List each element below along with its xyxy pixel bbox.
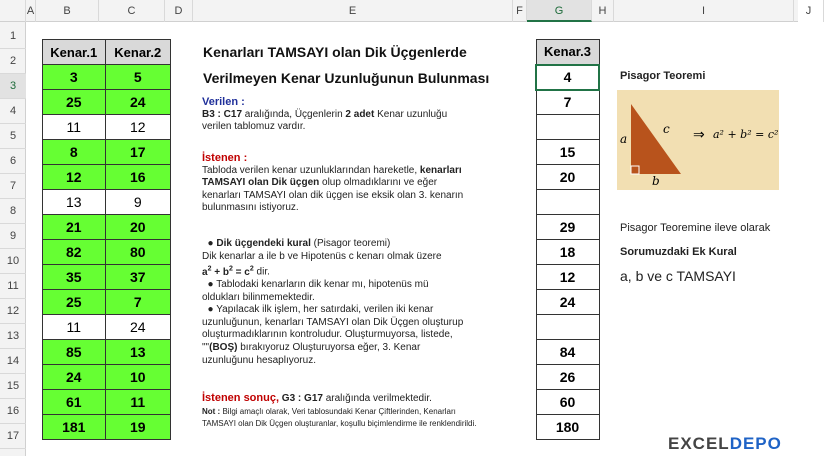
given-label: Verilen : [202,96,245,108]
result-section [202,392,520,430]
table-row [43,215,171,240]
exceldepo-logo [668,434,782,454]
column-header-i[interactable]: I [614,0,794,22]
table-row [43,365,171,390]
row-header-1[interactable]: 1 [0,24,26,49]
header-kenar3[interactable]: Kenar.3 [536,40,599,65]
kenar3-table [535,39,600,440]
row-header-4[interactable]: 4 [0,99,26,124]
kenar2-cell[interactable]: 9 [105,190,170,215]
given-text2: Kenar uzunluğu [374,108,448,120]
kenar3-cell[interactable]: 24 [536,290,599,315]
table-row [43,290,171,315]
kenar1-cell[interactable]: 13 [43,190,106,215]
row-header-13[interactable]: 13 [0,324,26,349]
result-text: aralığında verilmektedir. [322,393,432,404]
kenar3-cell[interactable]: 20 [536,165,599,190]
column-header-f[interactable]: F [513,0,527,22]
table-row [536,190,599,215]
kenar3-cell[interactable]: 84 [536,340,599,365]
wanted-text3: kenarları TAMSAYI olan dik üçgen ise eksik olan 3. kenarın [202,189,464,201]
kenar1-cell[interactable]: 85 [43,340,106,365]
kenar2-cell[interactable]: 5 [105,65,170,90]
kenar1-cell[interactable]: 82 [43,240,106,265]
page-title-line1: Kenarları TAMSAYI olan Dik Üçgenlerde [203,44,467,60]
kenar1-cell[interactable]: 3 [43,65,106,90]
table-row [43,240,171,265]
extra-rule-line3: a, b ve c TAMSAYI [620,268,736,284]
column-header-g[interactable]: G [527,0,592,22]
wanted-text4: bulunmasını istiyoruz. [202,202,299,214]
rule3-rest: bırakıyoruz Oluşturuyorsa eğer, 3. Kenar [237,342,421,354]
kenar1-cell[interactable]: 61 [43,390,106,415]
table-row [536,265,599,290]
formula-a: a [202,266,208,278]
column-header-b[interactable]: B [36,0,99,22]
row-header-bar [0,22,26,456]
note-label: Not : [202,406,221,416]
table-row [43,415,171,440]
column-header-c[interactable]: C [99,0,165,22]
formula-eq: = c [232,266,250,278]
row-header-6[interactable]: 6 [0,149,26,174]
column-header-d[interactable]: D [165,0,193,22]
table-row [43,340,171,365]
wanted-text1: Tabloda verilen kenar uzunluklarından hareketle, [202,164,420,176]
table-row [536,140,599,165]
column-header-h[interactable]: H [592,0,614,22]
table-row [536,315,599,340]
kenar2-cell[interactable]: 19 [105,415,170,440]
rule3-bos: (BOŞ) [209,342,238,354]
kenar2-cell[interactable]: 13 [105,340,170,365]
given-section [202,96,520,134]
kenar1-cell[interactable]: 8 [43,140,106,165]
kenar3-cell[interactable]: 26 [536,365,599,390]
rule1-line: Dik kenarlar a ile b ve Hipotenüs c kenarı olmak üzere [202,250,442,262]
wanted-label: İstenen : [202,152,248,164]
table-row [43,65,171,90]
table-row [536,65,599,90]
kenar1-cell[interactable]: 11 [43,315,106,340]
kenar2-cell[interactable]: 24 [105,90,170,115]
row-header-5[interactable]: 5 [0,124,26,149]
rule3-line1: Yapılacak ilk işlem, her satırdaki, verilen iki kenar [216,304,434,316]
pisagor-diagram [617,90,779,190]
rule3-quotes: "" [202,342,210,354]
kenar3-cell[interactable]: 180 [536,415,599,440]
kenar1-cell[interactable]: 25 [43,290,106,315]
pisagor-formula: a² + b² = c² [713,128,779,141]
given-count: 2 adet [345,108,375,120]
column-header-bar [0,0,812,22]
table-row [43,140,171,165]
kenar1-cell[interactable]: 181 [43,415,106,440]
table-row [536,390,599,415]
given-text1: aralığında, Üçgenlerin [242,108,346,120]
rules-section: ● Dik üçgendeki kural (Pisagor teoremi) Dik kenarlar a ile b ve Hipotenüs c kenarı olmak üzere $a^2 + b^2 = c^2$ dir. ● Tablodaki kenarların dik kenar mı, hipotenüs mü oldukları bilinmemektedir. ● Yapılacak ilk işlem, her satırdaki, verilen iki kenar uzunluğunun, kenarları TAMSAYI olan Dik Üçgen oluşturup oluşturmadıklarının kontroludur. Oluşturmuyorsa, listede, ""(BOŞ) bırakıyoruz Oluşturuyorsa eğer, 3. Kenar uzunluğunu hesaplıyoruz. [202,238,520,367]
header-kenar2[interactable]: Kenar.2 [105,40,170,65]
row-header-3[interactable]: 3 [0,74,26,99]
kenar3-cell[interactable] [536,315,599,340]
formula-sq2: 2 [228,265,233,273]
formula-sq1: 2 [207,265,212,273]
rule-formula [202,263,520,279]
rule3-line5: uzunluğunu hesaplıyoruz. [202,354,316,366]
row-header-15[interactable]: 15 [0,374,26,399]
kenar3-cell[interactable]: 18 [536,240,599,265]
kenar2-cell[interactable]: 37 [105,265,170,290]
arrow-icon: ⇒ [693,126,705,142]
kenar2-cell[interactable]: 7 [105,290,170,315]
row-header-17[interactable]: 17 [0,424,26,449]
logo-part1: EXCEL [668,434,730,453]
column-header-e[interactable]: E [193,0,513,22]
page-title-line2: Verilmeyen Kenar Uzunluğunun Bulunması [203,70,490,86]
table-row [536,340,599,365]
row-header-7[interactable]: 7 [0,174,26,199]
given-text3: verilen tablomuz vardır. [202,121,306,133]
kenar1-cell[interactable]: 21 [43,215,106,240]
column-header-j[interactable]: J [794,0,824,22]
table-row [536,240,599,265]
table-row [43,90,171,115]
formula-plus: + b [211,266,229,278]
kenar-table [42,39,171,440]
kenar3-cell[interactable]: 7 [536,90,599,115]
table-row [536,215,599,240]
kenar1-cell[interactable]: 24 [43,365,106,390]
kenar3-cell[interactable]: 15 [536,140,599,165]
rule1-bold: Dik üçgendeki kural [216,238,311,249]
wanted-bold2: TAMSAYI olan Dik üçgen [202,177,320,189]
extra-rule-line2: Sorumuzdaki Ek Kural [620,246,737,258]
table-row [536,290,599,315]
formula-tail: dir. [253,266,270,278]
kenar1-cell[interactable]: 25 [43,90,106,115]
kenar3-cell[interactable]: 29 [536,215,599,240]
kenar2-cell[interactable]: 20 [105,215,170,240]
kenar3-cell[interactable]: 4 [536,65,599,90]
given-range: B3 : C17 [202,108,243,120]
kenar1-cell[interactable]: 11 [43,115,106,140]
kenar2-cell[interactable]: 16 [105,165,170,190]
table-row [536,365,599,390]
kenar1-cell[interactable]: 12 [43,165,106,190]
kenar2-cell[interactable]: 10 [105,365,170,390]
rule1-rest: (Pisagor teoremi) [310,238,391,249]
kenar1-cell[interactable]: 35 [43,265,106,290]
extra-rule-line1: Pisagor Teoremine ileve olarak [620,222,771,234]
table-row [536,165,599,190]
note-text1: Bilgi amaçlı olarak, Veri tablosundaki Kenar Çiftlerinden, Kenarları [220,406,456,416]
table-row [536,115,599,140]
row-header-2[interactable]: 2 [0,49,26,74]
table-row [43,265,171,290]
row-header-16[interactable]: 16 [0,399,26,424]
wanted-text2: olup olmadıklarını ve eğer [319,177,438,189]
result-range: G3 : G17 [279,393,323,404]
table-row [43,165,171,190]
row-header-11[interactable]: 11 [0,274,26,299]
row-header-8[interactable]: 8 [0,199,26,224]
logo-part2: DEPO [729,434,782,453]
kenar2-cell[interactable]: 11 [105,390,170,415]
kenar2-cell[interactable]: 17 [105,140,170,165]
select-all-corner[interactable] [0,0,26,22]
rule2-line1: Tablodaki kenarların dik kenar mı, hipotenüs mü [216,279,429,291]
side-b-label: b [652,174,660,188]
table-row [43,190,171,215]
table-row [43,390,171,415]
note-text2: TAMSAYI olan Dik Üçgen oluşturanlar, koşullu biçimlendirme ile renklendirildi. [202,418,477,428]
row-header-14[interactable]: 14 [0,349,26,374]
row-header-12[interactable]: 12 [0,299,26,324]
row-header-9[interactable]: 9 [0,224,26,249]
kenar2-cell[interactable]: 80 [105,240,170,265]
kenar3-cell[interactable] [536,190,599,215]
side-a-label: a [620,132,628,146]
rule3-line3: oluşturmadıklarının kontroludur. Oluşturmuyorsa, listede, [202,329,453,341]
table-row [536,90,599,115]
kenar3-cell[interactable] [536,115,599,140]
formula-sq3: 2 [249,265,254,273]
table-row [43,115,171,140]
kenar3-cell[interactable]: 12 [536,265,599,290]
column-header-a[interactable]: A [26,0,36,22]
table-row [536,415,599,440]
right-triangle-shape [631,104,681,174]
pisagor-title: Pisagor Teoremi [620,70,706,82]
wanted-bold1: kenarları [419,164,462,176]
row-header-10[interactable]: 10 [0,249,26,274]
kenar2-cell[interactable]: 12 [105,115,170,140]
kenar2-cell[interactable]: 24 [105,315,170,340]
header-kenar1[interactable]: Kenar.1 [43,40,106,65]
result-label: İstenen sonuç, [202,392,280,404]
side-c-label: c [663,122,670,136]
kenar3-cell[interactable]: 60 [536,390,599,415]
wanted-section [202,152,520,215]
rule3-line2: uzunluğunun, kenarları TAMSAYI olan Dik Üçgen oluşturup [202,316,464,328]
table-row [43,315,171,340]
rule2-line2: oldukları bilinmemektedir. [202,291,315,303]
